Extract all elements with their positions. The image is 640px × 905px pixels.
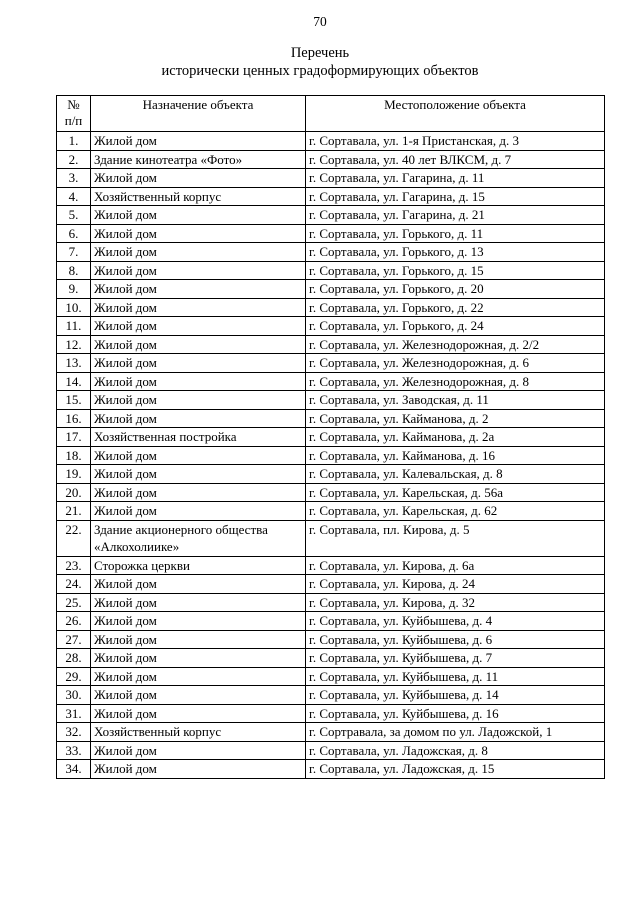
object-location-cell: г. Сортавала, ул. 40 лет ВЛКСМ, д. 7 bbox=[306, 150, 605, 169]
object-purpose-cell: Жилой дом bbox=[91, 649, 306, 668]
object-purpose-cell: Жилой дом bbox=[91, 169, 306, 188]
object-location-cell: г. Сортавала, ул. Куйбышева, д. 6 bbox=[306, 630, 605, 649]
object-location-cell: г. Сортавала, ул. Горького, д. 13 bbox=[306, 243, 605, 262]
table-row bbox=[57, 224, 605, 243]
object-purpose-cell: Жилой дом bbox=[91, 261, 306, 280]
table-row bbox=[57, 760, 605, 779]
row-number-cell: 17. bbox=[57, 428, 91, 447]
row-number-cell: 11. bbox=[57, 317, 91, 336]
row-number-cell: 18. bbox=[57, 446, 91, 465]
object-purpose-cell: Жилой дом bbox=[91, 704, 306, 723]
document-title bbox=[0, 44, 640, 80]
object-purpose-cell: Жилой дом bbox=[91, 593, 306, 612]
table-row bbox=[57, 243, 605, 262]
object-location-cell: г. Сортавала, ул. Кирова, д. 32 bbox=[306, 593, 605, 612]
object-purpose-cell: Жилой дом bbox=[91, 206, 306, 225]
object-location-cell: г. Сортавала, ул. Кайманова, д. 2 bbox=[306, 409, 605, 428]
object-location-cell: г. Сортавала, ул. Горького, д. 22 bbox=[306, 298, 605, 317]
row-number-cell: 6. bbox=[57, 224, 91, 243]
object-location-cell: г. Сортавала, ул. Куйбышева, д. 4 bbox=[306, 612, 605, 631]
object-purpose-cell: Жилой дом bbox=[91, 317, 306, 336]
row-number-cell: 16. bbox=[57, 409, 91, 428]
row-number-cell: 13. bbox=[57, 354, 91, 373]
object-location-cell: г. Сортавала, ул. Железнодорожная, д. 8 bbox=[306, 372, 605, 391]
object-location-cell: г. Сортавала, ул. Ладожская, д. 8 bbox=[306, 741, 605, 760]
object-purpose-cell: Жилой дом bbox=[91, 298, 306, 317]
table-row bbox=[57, 298, 605, 317]
object-purpose-cell: Жилой дом bbox=[91, 483, 306, 502]
row-number-cell: 25. bbox=[57, 593, 91, 612]
object-purpose-cell: Жилой дом bbox=[91, 354, 306, 373]
row-number-cell: 31. bbox=[57, 704, 91, 723]
object-location-cell: г. Сортавала, ул. Карельская, д. 56а bbox=[306, 483, 605, 502]
table-row bbox=[57, 612, 605, 631]
object-location-cell: г. Сортавала, пл. Кирова, д. 5 bbox=[306, 520, 605, 556]
table-body bbox=[57, 132, 605, 779]
object-purpose-cell: Жилой дом bbox=[91, 760, 306, 779]
object-purpose-cell: Жилой дом bbox=[91, 409, 306, 428]
table-row bbox=[57, 150, 605, 169]
row-number-cell: 12. bbox=[57, 335, 91, 354]
table-row bbox=[57, 630, 605, 649]
object-location-cell: г. Сортавала, ул. Железнодорожная, д. 6 bbox=[306, 354, 605, 373]
table-row bbox=[57, 391, 605, 410]
table-row bbox=[57, 556, 605, 575]
row-number-cell: 7. bbox=[57, 243, 91, 262]
row-number-cell: 33. bbox=[57, 741, 91, 760]
object-purpose-cell: Здание акционерного общества «Алкохолиике» bbox=[91, 520, 306, 556]
object-purpose-cell: Хозяйственный корпус bbox=[91, 723, 306, 742]
object-purpose-cell: Жилой дом bbox=[91, 280, 306, 299]
table-row bbox=[57, 502, 605, 521]
page-number: 70 bbox=[313, 14, 327, 29]
object-location-cell: г. Сортавала, ул. Куйбышева, д. 7 bbox=[306, 649, 605, 668]
object-location-cell: г. Сортавала, ул. Горького, д. 20 bbox=[306, 280, 605, 299]
table-row bbox=[57, 354, 605, 373]
table-row bbox=[57, 704, 605, 723]
object-purpose-cell: Здание кинотеатра «Фото» bbox=[91, 150, 306, 169]
table-row bbox=[57, 667, 605, 686]
table-row bbox=[57, 465, 605, 484]
table-row bbox=[57, 409, 605, 428]
row-number-cell: 21. bbox=[57, 502, 91, 521]
table-row bbox=[57, 280, 605, 299]
table-row bbox=[57, 187, 605, 206]
row-number-cell: 15. bbox=[57, 391, 91, 410]
row-number-cell: 19. bbox=[57, 465, 91, 484]
object-purpose-cell: Жилой дом bbox=[91, 243, 306, 262]
row-number-cell: 23. bbox=[57, 556, 91, 575]
table-row bbox=[57, 483, 605, 502]
object-purpose-cell: Жилой дом bbox=[91, 132, 306, 151]
object-location-cell: г. Сортавала, ул. Горького, д. 24 bbox=[306, 317, 605, 336]
object-location-cell: г. Сортавала, ул. Калевальская, д. 8 bbox=[306, 465, 605, 484]
header-number-line-2: п/п bbox=[64, 113, 83, 128]
object-purpose-cell: Жилой дом bbox=[91, 224, 306, 243]
object-purpose-cell: Жилой дом bbox=[91, 446, 306, 465]
table-row bbox=[57, 446, 605, 465]
header-object-purpose: Назначение объекта bbox=[91, 96, 306, 132]
table-row bbox=[57, 317, 605, 336]
row-number-cell: 22. bbox=[57, 520, 91, 556]
table-row bbox=[57, 575, 605, 594]
table-row bbox=[57, 169, 605, 188]
object-purpose-cell: Жилой дом bbox=[91, 667, 306, 686]
table-row bbox=[57, 428, 605, 447]
table-row bbox=[57, 723, 605, 742]
object-purpose-cell: Хозяйственный корпус bbox=[91, 187, 306, 206]
object-purpose-cell: Хозяйственная постройка bbox=[91, 428, 306, 447]
object-purpose-cell: Жилой дом bbox=[91, 335, 306, 354]
object-purpose-cell: Жилой дом bbox=[91, 575, 306, 594]
row-number-cell: 5. bbox=[57, 206, 91, 225]
row-number-cell: 20. bbox=[57, 483, 91, 502]
row-number-cell: 9. bbox=[57, 280, 91, 299]
title-line-1: Перечень bbox=[290, 45, 350, 61]
object-location-cell: г. Сортавала, ул. 1-я Пристанская, д. 3 bbox=[306, 132, 605, 151]
row-number-cell: 30. bbox=[57, 686, 91, 705]
header-number bbox=[57, 96, 91, 132]
header-object-location: Местоположение объекта bbox=[306, 96, 605, 132]
table-row bbox=[57, 520, 605, 556]
objects-table bbox=[56, 95, 605, 779]
object-location-cell: г. Сортравала, за домом по ул. Ладожской, 1 bbox=[306, 723, 605, 742]
object-location-cell: г. Сортавала, ул. Кайманова, д. 16 bbox=[306, 446, 605, 465]
object-location-cell: г. Сортавала, ул. Горького, д. 11 bbox=[306, 224, 605, 243]
row-number-cell: 32. bbox=[57, 723, 91, 742]
table-row bbox=[57, 593, 605, 612]
object-location-cell: г. Сортавала, ул. Гагарина, д. 15 bbox=[306, 187, 605, 206]
object-purpose-cell: Жилой дом bbox=[91, 630, 306, 649]
object-location-cell: г. Сортавала, ул. Кайманова, д. 2а bbox=[306, 428, 605, 447]
table-row bbox=[57, 686, 605, 705]
table-row bbox=[57, 372, 605, 391]
object-purpose-cell: Жилой дом bbox=[91, 612, 306, 631]
object-location-cell: г. Сортавала, ул. Ладожская, д. 15 bbox=[306, 760, 605, 779]
row-number-cell: 27. bbox=[57, 630, 91, 649]
row-number-cell: 2. bbox=[57, 150, 91, 169]
object-purpose-cell: Жилой дом bbox=[91, 465, 306, 484]
object-location-cell: г. Сортавала, ул. Гагарина, д. 21 bbox=[306, 206, 605, 225]
row-number-cell: 4. bbox=[57, 187, 91, 206]
row-number-cell: 34. bbox=[57, 760, 91, 779]
row-number-cell: 24. bbox=[57, 575, 91, 594]
object-location-cell: г. Сортавала, ул. Кирова, д. 6а bbox=[306, 556, 605, 575]
object-location-cell: г. Сортавала, ул. Гагарина, д. 11 bbox=[306, 169, 605, 188]
table-row bbox=[57, 261, 605, 280]
object-purpose-cell: Жилой дом bbox=[91, 372, 306, 391]
object-location-cell: г. Сортавала, ул. Железнодорожная, д. 2/2 bbox=[306, 335, 605, 354]
object-location-cell: г. Сортавала, ул. Куйбышева, д. 11 bbox=[306, 667, 605, 686]
object-location-cell: г. Сортавала, ул. Карельская, д. 62 bbox=[306, 502, 605, 521]
row-number-cell: 28. bbox=[57, 649, 91, 668]
object-purpose-cell: Жилой дом bbox=[91, 686, 306, 705]
object-location-cell: г. Сортавала, ул. Куйбышева, д. 14 bbox=[306, 686, 605, 705]
object-location-cell: г. Сортавала, ул. Горького, д. 15 bbox=[306, 261, 605, 280]
row-number-cell: 3. bbox=[57, 169, 91, 188]
object-purpose-cell: Сторожка церкви bbox=[91, 556, 306, 575]
object-location-cell: г. Сортавала, ул. Заводская, д. 11 bbox=[306, 391, 605, 410]
row-number-cell: 8. bbox=[57, 261, 91, 280]
object-purpose-cell: Жилой дом bbox=[91, 391, 306, 410]
table-row bbox=[57, 132, 605, 151]
row-number-cell: 10. bbox=[57, 298, 91, 317]
table-row bbox=[57, 206, 605, 225]
object-location-cell: г. Сортавала, ул. Кирова, д. 24 bbox=[306, 575, 605, 594]
row-number-cell: 29. bbox=[57, 667, 91, 686]
row-number-cell: 26. bbox=[57, 612, 91, 631]
table-row bbox=[57, 741, 605, 760]
title-line-2: исторически ценных градоформирующих объектов bbox=[161, 63, 479, 79]
table-header-row bbox=[57, 96, 605, 132]
header-number-line-1: № bbox=[67, 97, 80, 112]
row-number-cell: 14. bbox=[57, 372, 91, 391]
object-purpose-cell: Жилой дом bbox=[91, 502, 306, 521]
row-number-cell: 1. bbox=[57, 132, 91, 151]
table-row bbox=[57, 335, 605, 354]
object-purpose-cell: Жилой дом bbox=[91, 741, 306, 760]
table-row bbox=[57, 649, 605, 668]
object-location-cell: г. Сортавала, ул. Куйбышева, д. 16 bbox=[306, 704, 605, 723]
